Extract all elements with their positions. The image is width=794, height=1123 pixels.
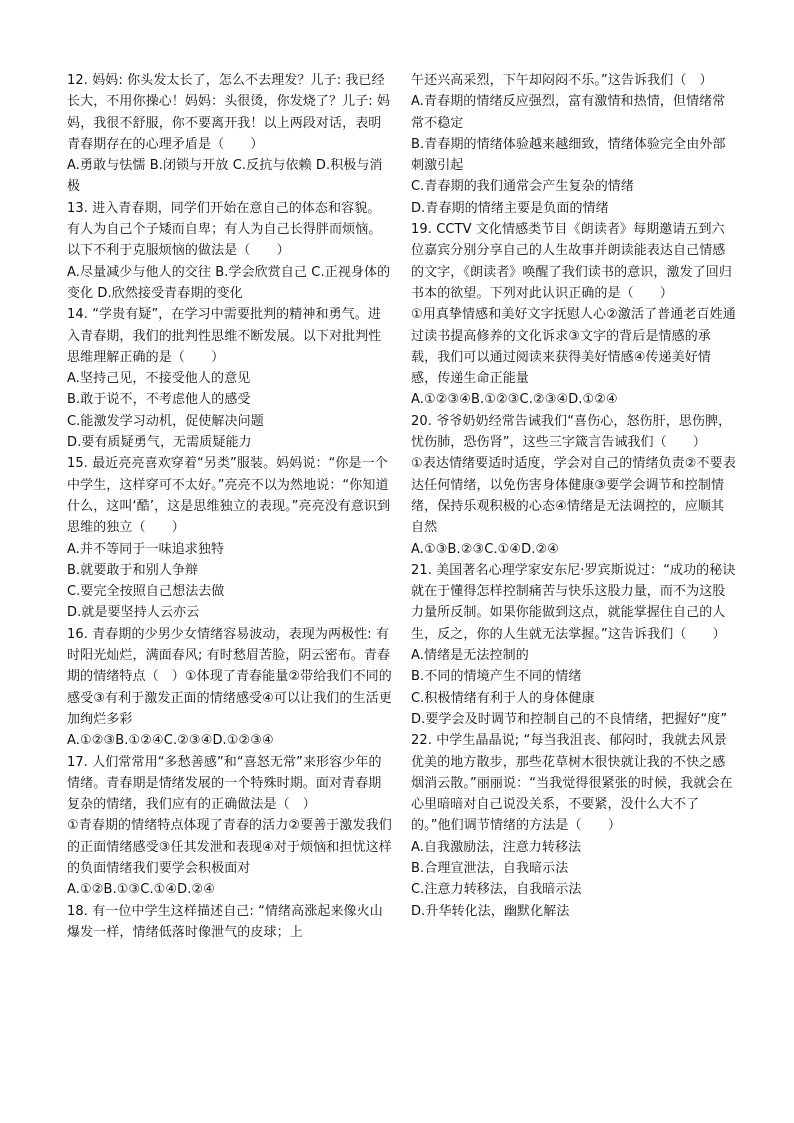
question-15-option-b: B.就要敢于和别人争辩 [67,562,199,578]
question-18: 18. 有一位中学生这样描述自己: “情绪高涨起来像火山爆发一样，情绪低落时像泄气的皮球；上 [67,903,383,940]
question-14-option-c: C.能激发学习动机，促使解决问题 [67,413,264,429]
question-17: 17. 人们常常用“多愁善感”和“喜怒无常”来形容少年的情绪。青春期是情绪发展的一个特殊时期。面对青春期复杂的情绪，我们应有的正确做法是（ ） [67,754,382,813]
question-16-options: A.①②③B.①②④C.②③④D.①②③④ [67,733,274,749]
question-15-option-a: A.并不等同于一味追求独特 [67,541,225,557]
question-19-statements: ①用真挚情感和美好文字抚慰人心②激活了普通老百姓通过读书提高修养的文化诉求③文字的背后是情感的承载，我们可以通过阅读来获得美好情感④传递美好情感，传递生命正能量 [411,307,736,387]
question-21-option-a: A.情绪是无法控制的 [411,648,529,664]
right-column [411,70,736,922]
question-18-option-a: A.青春期的情绪反应强烈，富有激情和热情，但情绪常常不稳定 [411,94,726,131]
question-21-option-d: D.要学会及时调节和控制自己的不良情绪，把握好“度” [411,711,728,727]
question-13: 13. 进入青春期，同学们开始在意自己的体态和容貌。有人为自己个子矮而自卑；有人为自己长得胖而烦恼。以下不利于克服烦恼的做法是（ ） [67,200,382,259]
question-13-options: A.尽量减少与他人的交往 B.学会欣赏自己 C.正视身体的变化 D.欣然接受青春期的变化 [67,264,391,301]
question-18-option-b: B.青春期的情绪体验越来越细致，情绪体验完全由外部刺激引起 [411,136,726,174]
question-14: 14. “学贵有疑”，在学习中需要批判的精神和勇气。进入青春期，我们的批判性思维不断发展。以下对批判性思维理解正确的是（ ） [67,307,382,365]
question-22-option-d: D.升华转化法，幽默化解法 [411,903,570,919]
question-20-statements: ①表达情绪要适时适度，学会对自己的情绪负责②不要表达任何情绪，以免伤害身体健康③要学会调节和控制情绪，保持乐观积极的心态④情绪是无法调控的，应顺其自然 [411,456,736,536]
question-22-option-c: C.注意力转移法，自我暗示法 [411,882,582,898]
question-20: 20. 爷爷奶奶经常告诫我们“喜伤心，怒伤肝，思伤脾，忧伤肺，恐伤肾”，这些三字箴言告诫我们（ ） [411,413,732,451]
question-16: 16. 青春期的少男少女情绪容易波动，表现为两极性: 有时阳光灿烂，满面春风; 有时愁眉苦脸，阴云密布。青春期的情绪特点（ ）①体现了青春能量②带给我们不同的感受③有利于激发正面的情绪感受④可以让我们的生活更加绚烂多彩 [67,626,392,727]
question-20-options: A.①③B.②③C.①④D.②④ [411,541,560,557]
question-21: 21. 美国著名心理学家安东尼·罗宾斯说过：“成功的秘诀就在于懂得怎样控制痛苦与快乐这股力量，而不为这股力量所反制。如果你能做到这点，就能掌握住自己的人生，反之，你的人生就无法掌握。”这告诉我们（ ） [411,562,736,642]
question-21-option-c: C.积极情绪有利于人的身体健康 [411,690,595,706]
question-15-option-c: C.要完全按照自己想法去做 [67,584,225,600]
question-14-option-d: D.要有质疑勇气，无需质疑能力 [67,435,252,451]
left-column [67,70,392,943]
question-22: 22. 中学生晶晶说; “每当我沮丧、郁闷时，我就去风景优美的地方散步，那些花草树木很快就让我的不快之感烟消云散。”丽丽说：“当我觉得很紧张的时候，我就会在心里暗暗对自己说没关系，不要紧，没什么大不了的。”他们调节情绪的方法是（ ） [411,733,733,834]
question-18-option-d: D.青春期的情绪主要是负面的情绪 [411,200,609,216]
question-22-option-b: B.合理宣泄法，自我暗示法 [411,860,569,876]
question-22-option-a: A.自我激励法，注意力转移法 [411,839,582,855]
question-17-statements: ①青春期的情绪特点体现了青春的活力②要善于激发我们的正面情绪感受③任其发泄和表现④对于烦恼和担忧这样的负面情绪我们要学会积极面对 [67,818,392,876]
question-17-options: A.①②B.①③C.①④D.②④ [67,882,216,898]
question-14-option-a: A.坚持己见，不接受他人的意见 [67,371,251,387]
question-15-option-d: D.就是要坚持人云亦云 [67,605,200,621]
question-19: 19. CCTV 文化情感类节目《朗读者》每期邀请五到六位嘉宾分别分享自己的人生故事并朗读能表达自己情感的文字，《朗读者》唤醒了我们读书的意识，激发了回归书本的欲望。下列对此认识正确的是（ ） [411,222,733,301]
question-12-options: A.勇敢与怯懦 B.闭锁与开放 C.反抗与依赖 D.积极与消极 [67,158,383,195]
question-19-options: A.①②③④B.①②③C.②③④D.①②④ [411,392,618,408]
question-12: 12. 妈妈: 你头发太长了，怎么不去理发？儿子: 我已经长大，不用你操心！妈妈：头很烫，你发烧了？儿子: 妈妈，我很不舒服，你不要离开我！以上两段对话，表明青春期存在的心理矛盾是（ ） [67,73,391,152]
question-18-option-c: C.青春期的我们通常会产生复杂的情绪 [411,179,635,195]
question-14-option-b: B.敢于说不，不考虑他人的感受 [67,392,251,408]
question-15: 15. 最近亮亮喜欢穿着“另类”服装。妈妈说：“你是一个中学生，这样穿可不太好。”亮亮不以为然地说：“你知道什么，这叫‘酷’，这是思维独立的表现。”亮亮没有意识到思维的独立（ ） [67,456,391,536]
question-21-option-b: B.不同的情境产生不同的情绪 [411,669,582,685]
question-18-continued: 午还兴高采烈，下午却闷闷不乐。”这告诉我们（ ） [411,73,713,88]
